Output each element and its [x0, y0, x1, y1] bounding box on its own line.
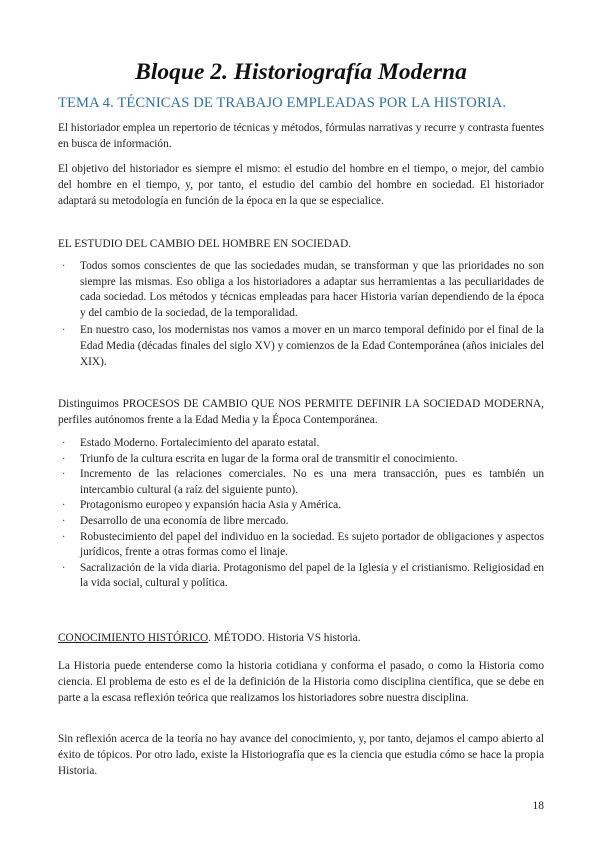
- list-item: · Incremento de las relaciones comerciales. No es una mera transacción, pues es también un intercambio cultural (a raíz del siguiente punto).: [62, 468, 544, 496]
- bullet-icon: ·: [62, 562, 66, 574]
- section-3-heading: CONOCIMIENTO HISTÓRICO. MÉTODO. Historia VS historia.: [58, 632, 361, 644]
- topic-heading: TEMA 4. TÉCNICAS DE TRABAJO EMPLEADAS POR LA HISTORIA.: [58, 95, 507, 111]
- bullet-icon: ·: [62, 325, 66, 337]
- intro-paragraph-1: El historiador emplea un repertorio de técnicas y métodos, fórmulas narrativas y recurre y contrasta fuentes en busca de información.: [58, 122, 544, 151]
- bullet-icon: ·: [62, 515, 66, 527]
- section-1-heading: EL ESTUDIO DEL CAMBIO DEL HOMBRE EN SOCIEDAD.: [58, 238, 352, 250]
- underlined-heading: CONOCIMIENTO HISTÓRICO: [58, 632, 209, 644]
- list-item: · Sacralización de la vida diaria. Protagonismo del papel de la Iglesia y el cristianismo. Religiosidad en la vida social, cultural y política.: [62, 561, 544, 590]
- page-number: 18: [532, 800, 544, 812]
- section-2-heading: Distinguimos PROCESOS DE CAMBIO QUE NOS PERMITE DEFINIR LA SOCIEDAD MODERNA, perfiles autónomos frente a la Edad Media y la Época Contemporánea.: [58, 398, 544, 427]
- intro-paragraph-2: El objetivo del historiador es siempre el mismo: el estudio del hombre en el tiempo, o mejor, del cambio del hombre en el tiempo, y, por tanto, el estudio del cambio del hombre en sociedad. El historiador adaptará su metodología en función de la época en la que se especialice.: [58, 163, 544, 208]
- bullet-icon: ·: [62, 261, 66, 272]
- list-item: · Protagonismo europeo y expansión hacia Asia y América.: [58, 498, 544, 514]
- list-item: · En nuestro caso, los modernistas nos vamos a mover en un marco temporal definido por el final de la Edad Media (décadas finales del siglo XV) y comienzos de la Edad Contemporánea (años iniciales del XIX).: [62, 324, 544, 368]
- bullet-icon: ·: [62, 438, 66, 449]
- bullet-icon: ·: [62, 531, 66, 543]
- section-2-list: [58, 436, 544, 592]
- section-3-paragraph-1: La Historia puede entenderse como la historia cotidiana y conforma el pasado, o como la Historia como ciencia. El problema de esto es el de la definición de la Historia como disciplina científica, que se debe en parte a la escasa reflexión teórica que realizamos los historiadores sobre nuestra disciplina.: [58, 660, 544, 705]
- bullet-icon: ·: [62, 453, 66, 465]
- list-item: · Estado Moderno. Fortalecimiento del aparato estatal.: [58, 436, 544, 452]
- list-item: · Triunfo de la cultura escrita en lugar de la forma oral de transmitir el conocimiento.: [58, 452, 544, 468]
- bullet-icon: ·: [62, 500, 66, 512]
- section-1-list: [58, 259, 544, 370]
- list-item: · Todos somos conscientes de que las sociedades mudan, se transforman y que las prioridades no son siempre las mismas. Eso obliga a los historiadores a adaptar sus herramientas a las peculiaridades de cada sociedad. Los métodos y técnicas empleadas para hacer Historia varían dependiendo de la época y del cambio de la sociedad, de la temporalidad.: [62, 260, 544, 319]
- list-item: · Desarrollo de una economía de libre mercado.: [58, 514, 544, 530]
- bullet-icon: ·: [62, 469, 66, 481]
- list-item: · Robustecimiento del papel del individuo en la sociedad. Es sujeto portador de obligaciones y aspectos jurídicos, frente a otras formas como el linaje.: [62, 530, 544, 559]
- page-title: Bloque 2. Historiografía Moderna: [135, 59, 467, 85]
- section-3-paragraph-2: Sin reflexión acerca de la teoría no hay avance del conocimiento, y, por tanto, dejamos el campo abierto al éxito de tópicos. Por otro lado, existe la Historiografía que es la ciencia que estudia cómo se hace la propia Historia.: [58, 733, 544, 778]
